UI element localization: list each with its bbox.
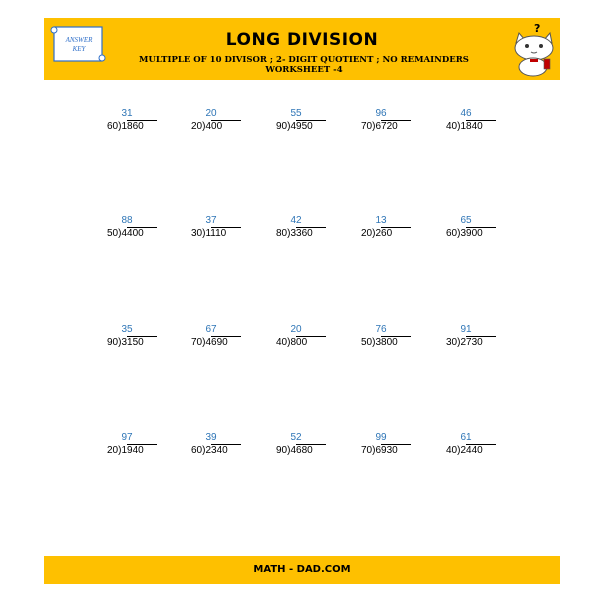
quotient: 65 <box>460 215 472 226</box>
division-expression <box>361 445 398 456</box>
dividend: 400 <box>205 121 223 132</box>
division-problem <box>361 432 431 462</box>
quotient: 67 <box>205 324 217 335</box>
divisor: 20 <box>361 228 373 239</box>
quotient: 39 <box>205 432 217 443</box>
dividend: 4680 <box>290 445 313 456</box>
quotient: 55 <box>290 108 302 119</box>
dividend: 2440 <box>460 445 483 456</box>
division-problem <box>446 324 516 354</box>
division-expression <box>361 121 398 132</box>
division-expression <box>446 445 483 456</box>
dividend: 4690 <box>205 337 228 348</box>
divisor: 40 <box>446 121 458 132</box>
division-bracket: ) <box>372 228 376 239</box>
division-expression <box>446 228 483 239</box>
division-problem <box>191 108 261 138</box>
division-problem <box>276 108 346 138</box>
quotient: 13 <box>375 215 387 226</box>
division-expression <box>191 121 222 132</box>
divisor: 50 <box>361 337 373 348</box>
worksheet-number: WORKSHEET -4 <box>265 65 343 75</box>
quotient: 31 <box>121 108 133 119</box>
division-expression <box>361 228 392 239</box>
division-bracket: ) <box>202 337 206 348</box>
quotient: 96 <box>375 108 387 119</box>
divisor: 30 <box>446 337 458 348</box>
division-expression <box>191 445 228 456</box>
division-problem <box>191 215 261 245</box>
dividend: 3150 <box>121 337 144 348</box>
division-problem <box>276 215 346 245</box>
divisor: 50 <box>107 228 119 239</box>
divisor: 40 <box>446 445 458 456</box>
page-title: LONG DIVISION <box>225 30 379 50</box>
division-expression <box>107 445 144 456</box>
quotient: 35 <box>121 324 133 335</box>
division-bracket: ) <box>202 445 206 456</box>
division-expression <box>107 121 144 132</box>
divisor: 90 <box>276 121 288 132</box>
division-expression <box>276 121 313 132</box>
division-bracket: ) <box>287 121 291 132</box>
dividend: 1860 <box>121 121 144 132</box>
division-bracket: ) <box>457 445 461 456</box>
division-expression <box>191 337 228 348</box>
division-expression <box>107 337 144 348</box>
divisor: 40 <box>276 337 288 348</box>
dividend: 1940 <box>121 445 144 456</box>
quotient: 52 <box>290 432 302 443</box>
quotient: 91 <box>460 324 472 335</box>
divisor: 60 <box>107 121 119 132</box>
dividend: 3900 <box>460 228 483 239</box>
dividend: 3800 <box>375 337 398 348</box>
quotient: 42 <box>290 215 302 226</box>
divisor: 90 <box>276 445 288 456</box>
divisor: 90 <box>107 337 119 348</box>
dividend: 1840 <box>460 121 483 132</box>
division-expression <box>107 228 144 239</box>
page-subtitle: MULTIPLE OF 10 DIVISOR ; 2- DIGIT QUOTIENT ; NO REMAINDERS <box>139 55 469 65</box>
dividend: 6930 <box>375 445 398 456</box>
quotient: 37 <box>205 215 217 226</box>
division-bracket: ) <box>457 228 461 239</box>
division-problem <box>276 324 346 354</box>
division-expression <box>446 337 483 348</box>
divisor: 30 <box>191 228 203 239</box>
division-problem <box>107 324 177 354</box>
divisor: 70 <box>191 337 203 348</box>
division-bracket: ) <box>372 121 376 132</box>
quotient: 97 <box>121 432 133 443</box>
division-bracket: ) <box>372 337 376 348</box>
dividend: 260 <box>375 228 393 239</box>
division-bracket: ) <box>202 228 206 239</box>
division-problem <box>107 432 177 462</box>
division-problem <box>361 108 431 138</box>
quotient: 88 <box>121 215 133 226</box>
division-bracket: ) <box>372 445 376 456</box>
division-problem <box>191 324 261 354</box>
division-expression <box>276 337 307 348</box>
division-problem <box>446 215 516 245</box>
quotient: 20 <box>290 324 302 335</box>
divisor: 70 <box>361 121 373 132</box>
division-bracket: ) <box>202 121 206 132</box>
division-bracket: ) <box>118 445 122 456</box>
division-bracket: ) <box>118 121 122 132</box>
division-problem <box>446 432 516 462</box>
division-bracket: ) <box>457 337 461 348</box>
division-problem <box>361 215 431 245</box>
division-expression <box>276 445 313 456</box>
dividend: 3360 <box>290 228 313 239</box>
division-problem <box>276 432 346 462</box>
division-bracket: ) <box>287 445 291 456</box>
dividend: 2340 <box>205 445 228 456</box>
quotient: 61 <box>460 432 472 443</box>
dividend: 4950 <box>290 121 313 132</box>
footer-banner <box>44 556 560 584</box>
svg-text:?: ? <box>534 22 541 35</box>
dividend: 1110 <box>205 228 227 239</box>
dividend: 2730 <box>460 337 483 348</box>
division-bracket: ) <box>287 228 291 239</box>
divisor: 20 <box>191 121 203 132</box>
footer-site-name: MATH - DAD.COM <box>253 564 351 575</box>
quotient: 46 <box>460 108 472 119</box>
division-problem <box>361 324 431 354</box>
dividend: 6720 <box>375 121 398 132</box>
divisor: 80 <box>276 228 288 239</box>
dividend: 800 <box>290 337 308 348</box>
answer-key-label: ANSWER KEY <box>65 36 93 53</box>
division-problem <box>191 432 261 462</box>
dividend: 4400 <box>121 228 144 239</box>
divisor: 60 <box>446 228 458 239</box>
divisor: 20 <box>107 445 119 456</box>
quotient: 76 <box>375 324 387 335</box>
division-bracket: ) <box>287 337 291 348</box>
division-problem <box>107 108 177 138</box>
division-bracket: ) <box>457 121 461 132</box>
divisor: 70 <box>361 445 373 456</box>
division-problem <box>446 108 516 138</box>
quotient: 99 <box>375 432 387 443</box>
division-bracket: ) <box>118 228 122 239</box>
division-expression <box>276 228 313 239</box>
divisor: 60 <box>191 445 203 456</box>
division-bracket: ) <box>118 337 122 348</box>
quotient: 20 <box>205 108 217 119</box>
division-expression <box>361 337 398 348</box>
division-problem <box>107 215 177 245</box>
division-expression <box>446 121 483 132</box>
division-expression <box>191 228 226 239</box>
